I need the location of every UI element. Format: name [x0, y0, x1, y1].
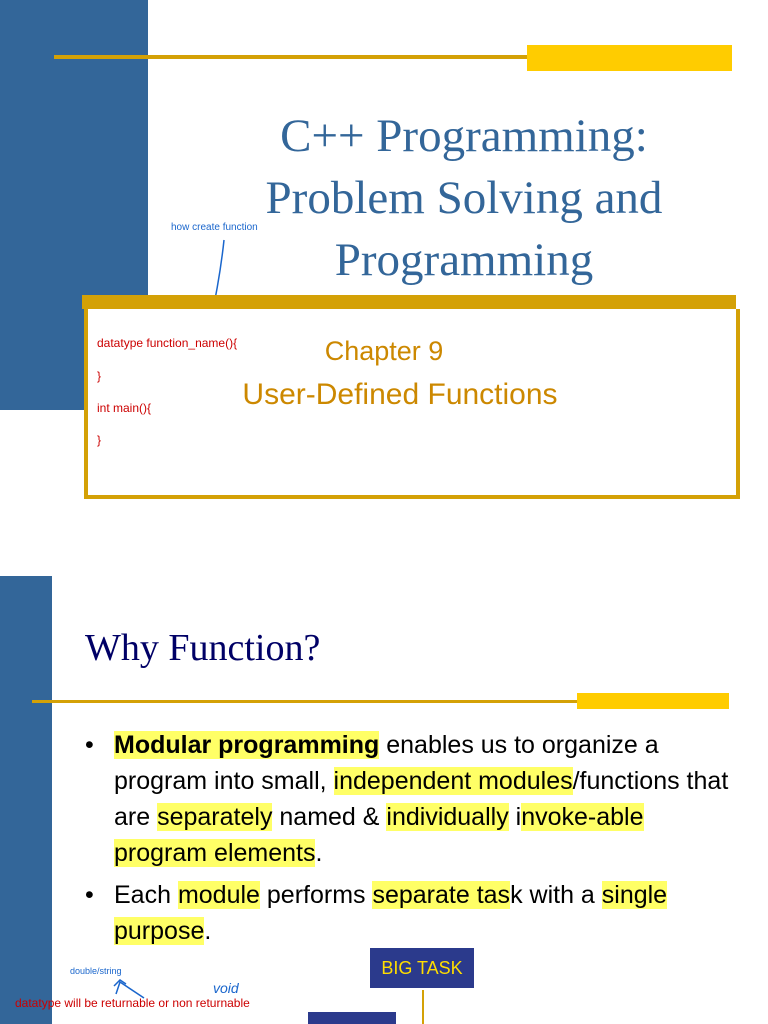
- highlight-individually: individually: [386, 803, 509, 831]
- chapter-box-header: [82, 295, 736, 309]
- big-task-box: BIG TASK: [370, 948, 474, 988]
- text-span: .: [315, 839, 323, 867]
- task-connector-line: [422, 990, 424, 1024]
- bullet-list: [85, 727, 735, 949]
- code-line-1: datatype function_name(){: [97, 336, 238, 350]
- highlight-single-purpose: single purpose: [114, 881, 668, 945]
- slide2-blue-sidebar: [0, 576, 52, 1024]
- chapter-subtitle: User-Defined Functions: [242, 378, 558, 411]
- handwritten-note-returnable: datatype will be returnable or non returnable: [15, 996, 250, 1010]
- handwritten-note-void: void: [213, 980, 239, 996]
- bullet-item-modular: [85, 727, 735, 871]
- slide1-title: [160, 105, 768, 291]
- text-span: enables us to organize a program into small,: [114, 731, 659, 795]
- bullet-marker: •: [85, 881, 94, 909]
- chapter-label: Chapter 9: [324, 336, 444, 366]
- text-span: i: [508, 803, 522, 831]
- highlight-separate-task: separate tas: [372, 881, 511, 909]
- text-span: .: [204, 917, 212, 945]
- title-line-3: Programming: [334, 234, 594, 286]
- slide1-gold-rule: [54, 55, 554, 59]
- bullet-item-module: [85, 877, 735, 949]
- task-box-partial: [308, 1012, 396, 1024]
- highlight-modular-programming: Modular programming: [114, 731, 380, 759]
- text-span: Each: [114, 881, 178, 909]
- title-line-2: Problem Solving and: [265, 172, 663, 224]
- code-line-3: int main(){: [97, 401, 152, 415]
- highlight-invoke-able: nvoke-able program elements: [114, 803, 644, 867]
- slide1-yellow-bar: [527, 45, 732, 71]
- text-span: named &: [272, 803, 387, 831]
- code-line-4: }: [97, 433, 102, 447]
- title-line-1: C++ Programming:: [280, 110, 648, 162]
- highlight-module: module: [177, 881, 260, 909]
- text-span: performs: [259, 881, 373, 909]
- text-span: k with a: [510, 881, 602, 909]
- highlight-separately: separately: [157, 803, 273, 831]
- highlight-independent-modules: independent modules: [333, 767, 573, 795]
- code-line-2: }: [97, 369, 102, 383]
- bullet-marker: •: [85, 731, 94, 759]
- text-span: /functions that are: [114, 767, 729, 831]
- slide2-title: Why Function?: [85, 627, 321, 669]
- handwritten-annotation: how create function: [171, 222, 258, 233]
- handwritten-note-double-string: double/string: [70, 966, 122, 976]
- slide2-gold-rule: [32, 700, 592, 703]
- slide2-yellow-bar: [577, 693, 729, 709]
